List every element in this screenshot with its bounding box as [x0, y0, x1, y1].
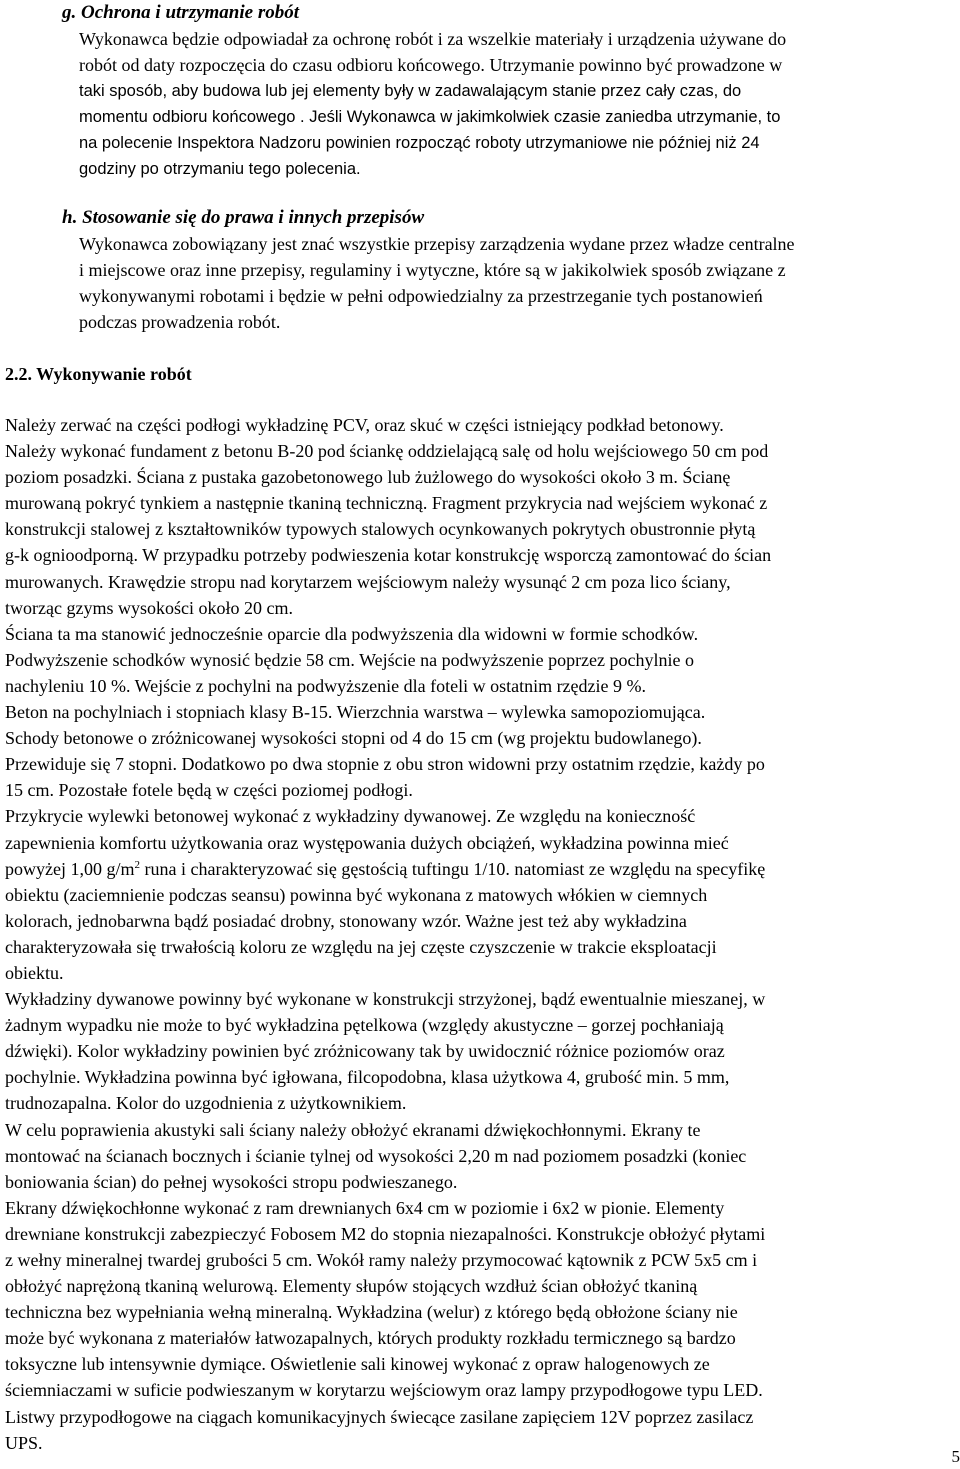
- text-line: boniowania ścian) do pełnej wysokości stropu podwieszanego.: [5, 1171, 458, 1192]
- text-line: momentu odbioru końcowego . Jeśli Wykonawca w jakimkolwiek czasie zaniedba utrzymanie, to: [79, 108, 781, 126]
- text-line: Należy zerwać na części podłogi wykładzinę PCV, oraz skuć w części istniejący podkład betonowy.: [5, 415, 724, 435]
- text-line: charakteryzowała się trwałością koloru ze względu na jej częste czyszczenie w trakcie eksploatacji: [5, 936, 717, 957]
- section-h-heading: h. Stosowanie się do prawa i innych przepisów: [62, 207, 425, 228]
- text-line: g-k ognioodporną. W przypadku potrzeby podwieszenia kotar konstrukcję wsporczą zamontować do ścian: [5, 545, 772, 566]
- text-line: trudnozapalna. Kolor do uzgodnienia z użytkownikiem.: [5, 1093, 407, 1114]
- text-line: taki sposób, aby budowa lub jej elementy były w zadawalającym stanie przez cały czas, do: [79, 82, 742, 100]
- section-2-2-heading: 2.2. Wykonywanie robót: [5, 364, 192, 384]
- text-line: UPS.: [5, 1432, 43, 1453]
- text-line: podczas prowadzenia robót.: [79, 312, 281, 332]
- page-number: 5: [951, 1447, 960, 1466]
- text-line: Przykrycie wylewki betonowej wykonać z wykładziny dywanowej. Ze względu na konieczność: [5, 806, 696, 827]
- text-line: Wykonawca będzie odpowiadał za ochronę robót i za wszelkie materiały i urządzenia używane do: [79, 29, 787, 49]
- text-line: Wykonawca zobowiązany jest znać wszystkie przepisy zarządzenia wydane przez władze centralne: [79, 234, 795, 254]
- text-line: żadnym wypadku nie może to być wykładzina pętelkowa (względy akustyczne – gorzej pochłaniają: [5, 1015, 724, 1036]
- text-line: montować na ścianach bocznych i ścianie tylnej od wysokości 2,20 m nad poziomem posadzki (koniec: [5, 1145, 747, 1166]
- section-h-paragraph: [79, 231, 954, 335]
- text-line: Listwy przypodłogowe na ciągach komunikacyjnych świecące zasilane zapięciem 12V poprzez zasilacz: [5, 1406, 754, 1427]
- text-line: może być wykonana z materiałów łatwozapalnych, których produkty rozkładu termicznego są bardzo: [5, 1328, 736, 1349]
- text-line: murowaną pokryć tynkiem a następnie tkaniną techniczną. Fragment przykrycia nad wejściem wykonać z: [5, 493, 768, 514]
- text-line: na polecenie Inspektora Nadzoru powinien rozpocząć roboty utrzymaniowe nie później niż 24: [79, 134, 760, 152]
- text-line: obiektu.: [5, 962, 64, 983]
- text-line: robót od daty rozpoczęcia do czasu odbioru końcowego. Utrzymanie powinno być prowadzone w: [79, 55, 783, 75]
- text-line: godziny po otrzymaniu tego polecenia.: [79, 160, 361, 178]
- text-line: i miejscowe oraz inne przepisy, regulaminy i wytyczne, które są w jakikolwiek sposób związane z: [79, 260, 786, 280]
- text-line: toksyczne lub intensywnie dymiące. Oświetlenie sali kinowej wykonać z opraw halogenowych ze: [5, 1354, 710, 1375]
- text-line: zapewnienia komfortu użytkowania oraz występowania dużych obciążeń, wykładzina powinna mieć: [5, 832, 729, 853]
- text-line: Należy wykonać fundament z betonu B-20 pod ściankę oddzielającą salę od holu wejściowego 50 cm pod: [5, 441, 769, 462]
- text-line: ściemniaczami w suficie podwieszanym w korytarzu wejściowym oraz lampy przypodłogowe typu LED.: [5, 1380, 763, 1401]
- text-fragment: powyżej 1,00 g/m: [5, 858, 135, 879]
- text-line: W celu poprawienia akustyki sali ściany należy obłożyć ekranami dźwiękochłonnymi. Ekrany te: [5, 1119, 701, 1140]
- text-line: murowanych. Krawędzie stropu nad korytarzem wejściowym należy wysunąć 2 cm poza lico ściany,: [5, 571, 731, 592]
- text-line: drewniane konstrukcji zabezpieczyć Fobosem M2 do stopnia niezapalności. Konstrukcje obłożyć płytami: [5, 1223, 766, 1244]
- text-line: 15 cm. Pozostałe fotele będą w części poziomej podłogi.: [5, 780, 413, 801]
- text-line: Podwyższenie schodków wynosić będzie 58 cm. Wejście na podwyższenie poprzez pochylnie o: [5, 649, 695, 670]
- text-line: konstrukcji stalowej z kształtowników typowych stalowych ocynkowanych pokrytych obustronnie płytą: [5, 519, 756, 540]
- text-line: pochylnie. Wykładzina powinna być igłowana, filcopodobna, klasa użytkowa 4, grubość min. 5 mm,: [5, 1067, 730, 1088]
- section-g-heading: g. Ochrona i utrzymanie robót: [62, 2, 300, 23]
- text-line: Ściana ta ma stanowić jednocześnie oparcie dla podwyższenia dla widowni w formie schodków.: [5, 623, 699, 644]
- text-line: obłożyć naprężoną tkaniną welurową. Elementy słupów stojących wzdłuż ścian obłożyć tkaniną: [5, 1276, 698, 1297]
- text-line: techniczna bez wypełniania wełną mineralną. Wykładzina (welur) z którego będą obłożone ściany nie: [5, 1302, 738, 1323]
- text-line: tworząc gzyms wysokości około 20 cm.: [5, 597, 293, 618]
- text-line: kolorach, jednobarwna bądź posiadać drobny, stonowany wzór. Ważne jest też aby wykładzina: [5, 910, 687, 931]
- text-line: Wykładziny dywanowe powinny być wykonane w konstrukcji strzyżonej, bądź ewentualnie mieszanej, w: [5, 989, 766, 1010]
- text-line: Beton na pochylniach i stopniach klasy B-15. Wierzchnia warstwa – wylewka samopoziomująca.: [5, 702, 706, 723]
- text-line: [5, 856, 957, 882]
- text-line: z wełny mineralnej twardej grubości 5 cm. Wokół ramy należy przymocować kątownik z PCW 5x5 cm i: [5, 1250, 758, 1270]
- text-line: obiektu (zaciemnienie podczas seansu) powinna być wykonana z matowych włókien w ciemnych: [5, 884, 708, 905]
- text-fragment: runa i charakteryzować się gęstością tuftingu 1/10. natomiast ze względu na specyfikę: [139, 858, 766, 879]
- text-line: nachyleniu 10 %. Wejście z pochylni na podwyższenie dla foteli w ostatnim rzędzie 9 %.: [5, 675, 647, 696]
- text-line: poziom posadzki. Ściana z pustaka gazobetonowego lub żużlowego do wysokości około 3 m. Ścianę: [5, 467, 731, 488]
- text-line: Przewiduje się 7 stopni. Dodatkowo po dwa stopnie z obu stron widowni przy ostatnim rzędzie, każdy po: [5, 754, 765, 775]
- text-line: dźwięki). Kolor wykładziny powinien być zróżnicowany tak by uwidocznić różnice poziomów oraz: [5, 1041, 725, 1062]
- text-line: wykonywanymi robotami i będzie w pełni odpowiedzialny za przestrzeganie tych postanowień: [79, 286, 763, 306]
- text-line: Ekrany dźwiękochłonne wykonać z ram drewnianych 6x4 cm w poziomie i 6x2 w pionie. Elementy: [5, 1197, 725, 1218]
- body-text: [5, 412, 957, 1456]
- text-line: Schody betonowe o zróżnicowanej wysokości stopni od 4 do 15 cm (wg projektu budowlanego).: [5, 728, 702, 749]
- superscript: 2: [134, 858, 140, 871]
- section-g-paragraph: [79, 26, 954, 182]
